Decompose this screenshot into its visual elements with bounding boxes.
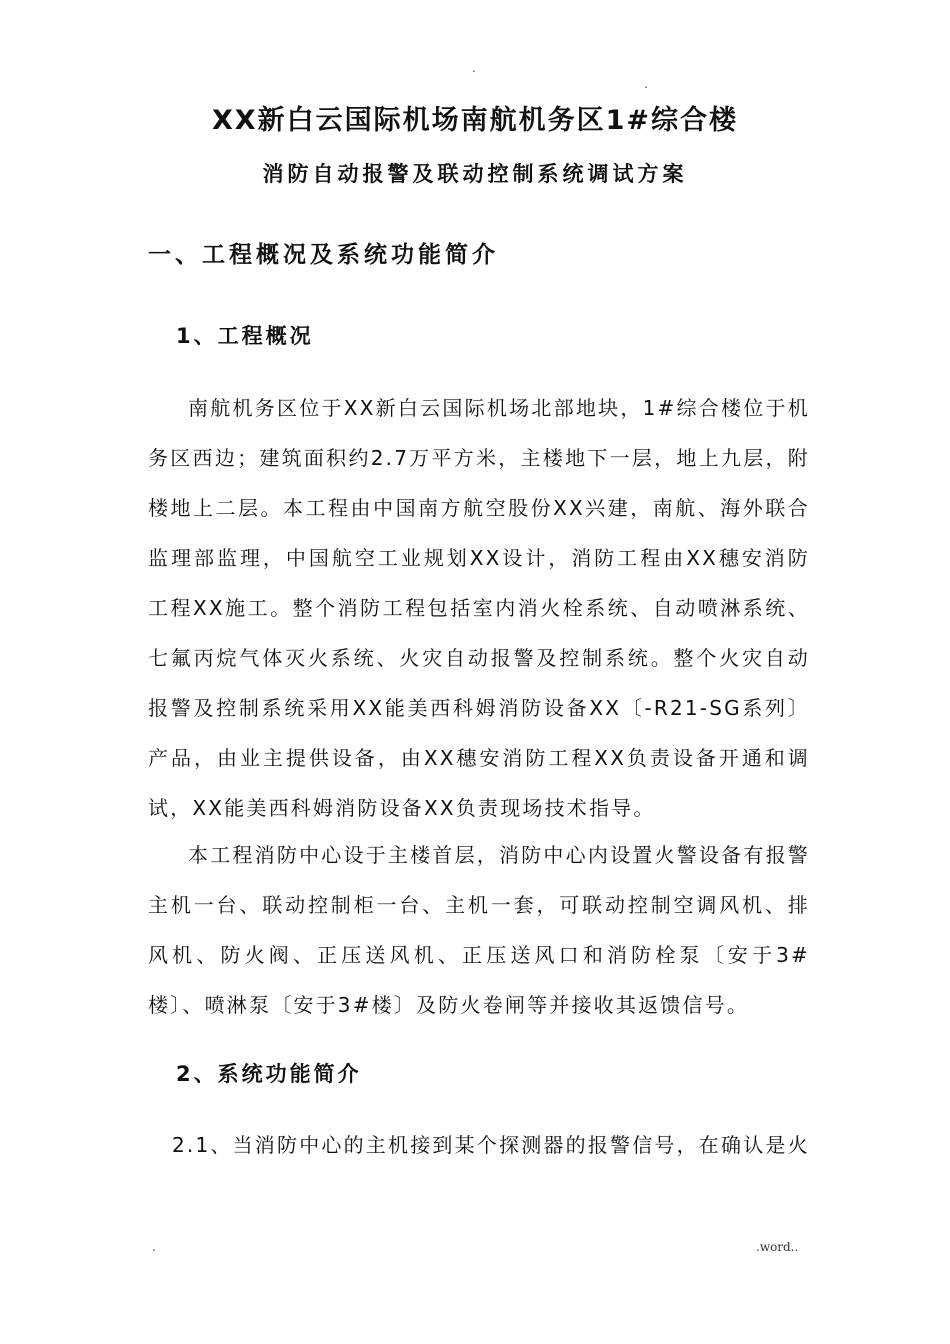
header-dot-right: .: [644, 77, 648, 91]
paragraph-project-overview: 南航机务区位于XX新白云国际机场北部地块，1#综合楼位于机务区西边；建筑面积约2.7万平方米，主楼地下一层，地上九层，附楼地上二层。本工程由中国南方航空股份XX兴建，南航、海外联合监理部监理，中国航空工业规划XX设计，消防工程由XX穗安消防工程XX施工。整个消防工程包括室内消火栓系统、自动喷淋系统、七氟丙烷气体灭火系统、火灾自动报警及控制系统。整个火灾自动报警及控制系统采用XX能美西科姆消防设备XX〔-R21-SG系列〕产品，由业主提供设备，由XX穗安消防工程XX负责设备开通和调试，XX能美西科姆消防设备XX负责现场技术指导。: [148, 396, 810, 820]
paragraph-system-function-2-1: 2.1、当消防中心的主机接到某个探测器的报警信号，在确认是火: [172, 1133, 810, 1157]
footer-dot: .: [152, 1240, 156, 1254]
paragraph-fire-control-center: 本工程消防中心设于主楼首层，消防中心内设置火警设备有报警主机一台、联动控制柜一台、主机一套，可联动控制空调风机、排风机、防火阀、正压送风机、正压送风口和消防栓泵〔安于3#楼〕、喷淋泵〔安于3#楼〕及防火卷闸等并接收其返馈信号。: [148, 843, 810, 1017]
document-title: XX新白云国际机场南航机务区1#综合楼: [211, 105, 739, 136]
document-subtitle: 消防自动报警及联动控制系统调试方案: [262, 162, 688, 186]
subsection-heading-system-functions: 2、系统功能简介: [176, 1062, 362, 1086]
subsection-heading-project-overview: 1、工程概况: [176, 324, 314, 348]
footer-word-label: .word..: [756, 1240, 799, 1254]
section-heading-overview: 一、工程概况及系统功能简介: [148, 242, 499, 268]
header-dot-left: .: [472, 61, 476, 75]
